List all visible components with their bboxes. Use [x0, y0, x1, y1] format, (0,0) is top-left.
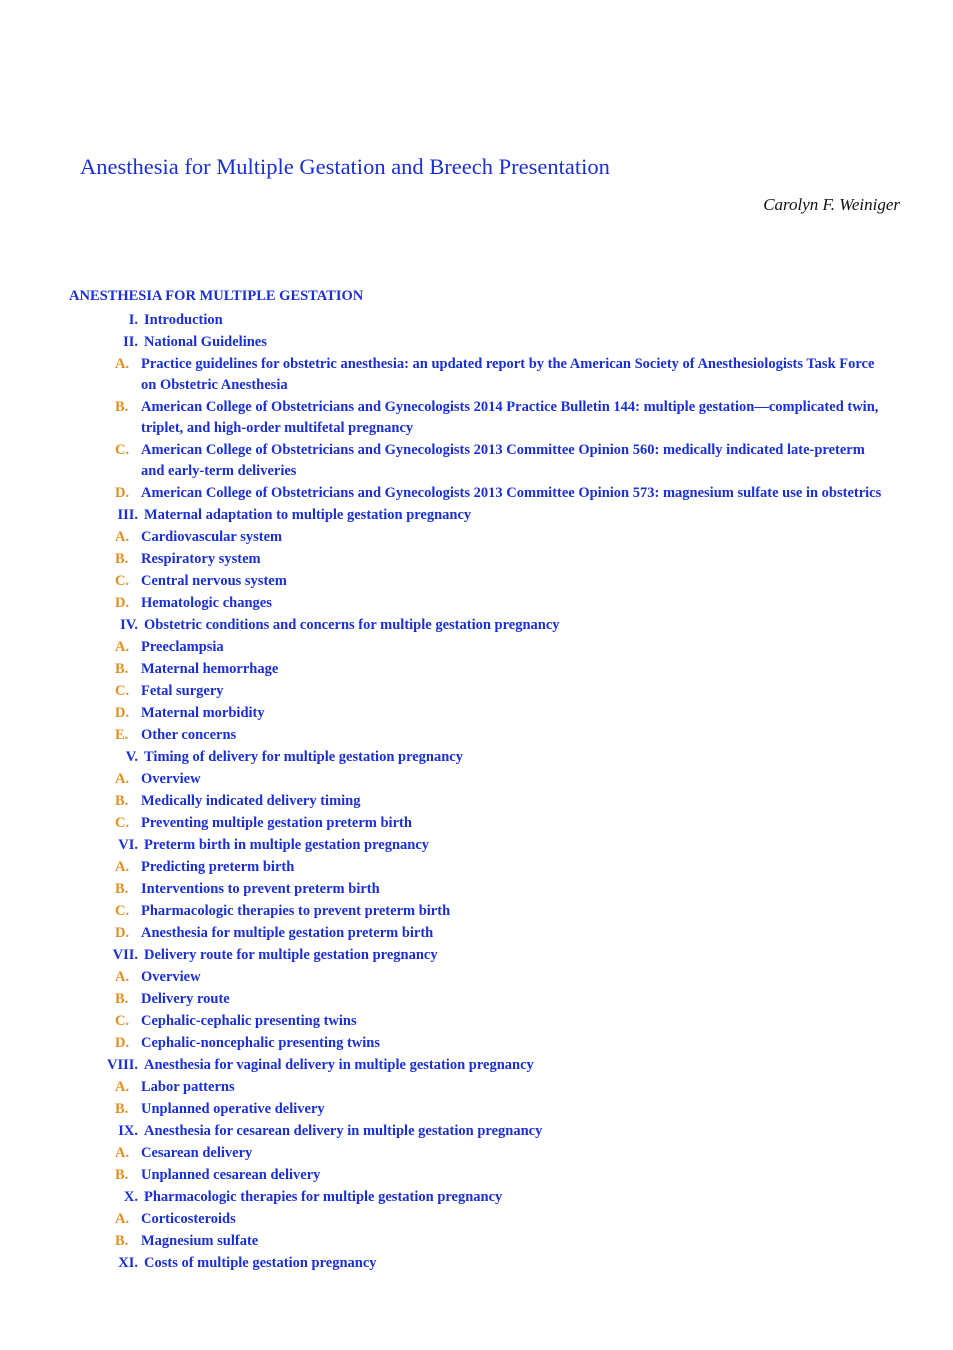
toc-subsection-entry[interactable] [0, 725, 953, 746]
toc-entry-number: B. [115, 399, 129, 415]
toc-section-entry[interactable] [0, 945, 953, 966]
toc-entry-number: D. [115, 595, 130, 611]
toc-entry-number: D. [115, 925, 130, 941]
toc-subsection-entry[interactable] [0, 483, 953, 504]
toc-subsection-entry[interactable] [0, 354, 953, 396]
toc-entry-link[interactable]: Central nervous system [141, 573, 287, 589]
table-of-contents [0, 309, 953, 1274]
toc-entry-number: B. [115, 1101, 129, 1117]
toc-entry-number: IV. [120, 617, 138, 633]
toc-subsection-entry[interactable] [0, 813, 953, 834]
toc-subsection-entry[interactable] [0, 1011, 953, 1032]
toc-entry-number: B. [115, 1167, 129, 1183]
toc-entry-link[interactable]: American College of Obstetricians and Gynecologists 2013 Committee Opinion 573: magnesium sulfate use in obstetrics [141, 485, 882, 501]
toc-section-entry[interactable] [0, 747, 953, 768]
toc-entry-number: A. [115, 1079, 130, 1095]
toc-section-entry[interactable] [0, 835, 953, 856]
toc-entry-link[interactable]: Pharmacologic therapies for multiple gestation pregnancy [144, 1189, 503, 1205]
toc-entry-link[interactable]: Delivery route for multiple gestation pregnancy [144, 947, 438, 963]
toc-entry-link[interactable]: Overview [141, 969, 201, 985]
toc-entry-number: V. [125, 749, 138, 765]
toc-subsection-entry[interactable] [0, 527, 953, 548]
toc-subsection-entry[interactable] [0, 901, 953, 922]
toc-section-entry[interactable] [0, 310, 953, 331]
toc-entry-link[interactable]: Overview [141, 771, 201, 787]
toc-entry-number: VI. [118, 837, 138, 853]
toc-entry-link[interactable]: Labor patterns [141, 1079, 235, 1095]
toc-entry-number: B. [115, 991, 129, 1007]
toc-subsection-entry[interactable] [0, 967, 953, 988]
toc-entry-link[interactable]: Fetal surgery [141, 683, 224, 699]
toc-entry-number: A. [115, 1145, 130, 1161]
section-heading-link[interactable]: ANESTHESIA FOR MULTIPLE GESTATION [69, 288, 364, 304]
toc-subsection-entry[interactable] [0, 879, 953, 900]
toc-entry-number: B. [115, 1233, 129, 1249]
toc-entry-number: III. [117, 507, 138, 523]
toc-subsection-entry[interactable] [0, 791, 953, 812]
toc-entry-number: A. [115, 356, 130, 372]
toc-entry-link[interactable]: American College of Obstetricians and Gynecologists 2013 Committee Opinion 560: medically indicated late-preterm and early-term deliveries [141, 442, 865, 479]
toc-entry-link[interactable]: Maternal hemorrhage [141, 661, 279, 677]
toc-section-entry[interactable] [0, 332, 953, 353]
toc-subsection-entry[interactable] [0, 1231, 953, 1252]
toc-section-entry[interactable] [0, 1121, 953, 1142]
toc-entry-link[interactable]: Medically indicated delivery timing [141, 793, 361, 809]
toc-entry-link[interactable]: Respiratory system [141, 551, 261, 567]
toc-entry-link[interactable]: Magnesium sulfate [141, 1233, 259, 1249]
toc-subsection-entry[interactable] [0, 1165, 953, 1186]
chapter-title: Anesthesia for Multiple Gestation and Breech Presentation [80, 154, 610, 179]
toc-entry-link[interactable]: Anesthesia for cesarean delivery in multiple gestation pregnancy [144, 1123, 543, 1139]
toc-entry-link[interactable]: Maternal adaptation to multiple gestation pregnancy [144, 507, 472, 523]
toc-entry-number: A. [115, 529, 130, 545]
toc-entry-number: IX. [118, 1123, 138, 1139]
toc-entry-number: C. [115, 683, 130, 699]
toc-entry-number: A. [115, 969, 130, 985]
toc-subsection-entry[interactable] [0, 593, 953, 614]
toc-subsection-entry[interactable] [0, 571, 953, 592]
toc-entry-link[interactable]: Hematologic changes [141, 595, 272, 611]
toc-section-entry[interactable] [0, 1253, 953, 1274]
toc-entry-number: D. [115, 485, 130, 501]
toc-subsection-entry[interactable] [0, 923, 953, 944]
toc-entry-number: A. [115, 771, 130, 787]
toc-subsection-entry[interactable] [0, 549, 953, 570]
author-name: Carolyn F. Weiniger [763, 195, 900, 214]
toc-subsection-entry[interactable] [0, 440, 953, 482]
toc-entry-link[interactable]: Interventions to prevent preterm birth [141, 881, 380, 897]
toc-entry-number: B. [115, 551, 129, 567]
toc-entry-link[interactable]: Cephalic-cephalic presenting twins [141, 1013, 357, 1029]
toc-subsection-entry[interactable] [0, 857, 953, 878]
toc-entry-link[interactable]: American College of Obstetricians and Gynecologists 2014 Practice Bulletin 144: multiple gestation—complicated twin, triplet, and high-order multifetal pregnancy [141, 399, 879, 436]
toc-entry-number: II. [123, 334, 138, 350]
toc-subsection-entry[interactable] [0, 989, 953, 1010]
toc-entry-number: B. [115, 793, 129, 809]
toc-section-entry[interactable] [0, 505, 953, 526]
toc-subsection-entry[interactable] [0, 659, 953, 680]
toc-entry-number: C. [115, 442, 130, 458]
toc-entry-number: C. [115, 573, 130, 589]
toc-section-entry[interactable] [0, 1187, 953, 1208]
toc-entry-link[interactable]: Timing of delivery for multiple gestation pregnancy [144, 749, 463, 765]
toc-entry-number: I. [128, 312, 138, 328]
toc-entry-number: D. [115, 705, 130, 721]
toc-entry-link[interactable]: Delivery route [141, 991, 230, 1007]
toc-entry-link[interactable]: Preterm birth in multiple gestation pregnancy [144, 837, 430, 853]
toc-entry-link[interactable]: Corticosteroids [141, 1211, 236, 1227]
toc-entry-link[interactable]: Cardiovascular system [141, 529, 283, 545]
toc-subsection-entry[interactable] [0, 1099, 953, 1120]
toc-entry-number: A. [115, 1211, 130, 1227]
toc-subsection-entry[interactable] [0, 681, 953, 702]
toc-subsection-entry[interactable] [0, 1143, 953, 1164]
toc-entry-link[interactable]: Preeclampsia [141, 639, 224, 655]
toc-entry-number: B. [115, 661, 129, 677]
toc-entry-link[interactable]: Practice guidelines for obstetric anesthesia: an updated report by the American Society of Anesthesiologists Task Force on Obstetric Anesthesia [141, 356, 875, 393]
toc-subsection-entry[interactable] [0, 637, 953, 658]
toc-entry-number: VII. [112, 947, 138, 963]
toc-entry-link[interactable]: National Guidelines [144, 334, 267, 350]
toc-subsection-entry[interactable] [0, 1033, 953, 1054]
toc-entry-number: A. [115, 859, 130, 875]
toc-entry-link[interactable]: Anesthesia for multiple gestation preterm birth [141, 925, 434, 941]
toc-entry-number: XI. [118, 1255, 138, 1271]
toc-subsection-entry[interactable] [0, 1077, 953, 1098]
toc-entry-link[interactable]: Costs of multiple gestation pregnancy [144, 1255, 377, 1271]
toc-entry-number: C. [115, 903, 130, 919]
toc-entry-number: C. [115, 815, 130, 831]
toc-entry-number: E. [115, 727, 129, 743]
toc-entry-link[interactable]: Other concerns [141, 727, 237, 743]
toc-entry-link[interactable]: Preventing multiple gestation preterm birth [141, 815, 412, 831]
toc-entry-number: A. [115, 639, 130, 655]
toc-subsection-entry[interactable] [0, 1209, 953, 1230]
toc-entry-link[interactable]: Obstetric conditions and concerns for multiple gestation pregnancy [144, 617, 560, 633]
toc-entry-link[interactable]: Maternal morbidity [141, 705, 265, 721]
toc-entry-link[interactable]: Unplanned cesarean delivery [141, 1167, 321, 1183]
toc-entry-link[interactable]: Cephalic-noncephalic presenting twins [141, 1035, 381, 1051]
toc-entry-number: VIII. [106, 1057, 138, 1073]
toc-entry-link[interactable]: Pharmacologic therapies to prevent preterm birth [141, 903, 451, 919]
toc-subsection-entry[interactable] [0, 769, 953, 790]
toc-entry-link[interactable]: Anesthesia for vaginal delivery in multiple gestation pregnancy [144, 1057, 534, 1073]
toc-section-entry[interactable] [0, 1055, 953, 1076]
toc-entry-link[interactable]: Introduction [144, 312, 223, 328]
toc-entry-number: B. [115, 881, 129, 897]
toc-entry-link[interactable]: Cesarean delivery [141, 1145, 253, 1161]
toc-entry-number: D. [115, 1035, 130, 1051]
toc-section-entry[interactable] [0, 615, 953, 636]
toc-entry-link[interactable]: Predicting preterm birth [141, 859, 295, 875]
toc-entry-number: C. [115, 1013, 130, 1029]
toc-entry-link[interactable]: Unplanned operative delivery [141, 1101, 325, 1117]
toc-subsection-entry[interactable] [0, 397, 953, 439]
toc-entry-number: X. [123, 1189, 138, 1205]
toc-subsection-entry[interactable] [0, 703, 953, 724]
